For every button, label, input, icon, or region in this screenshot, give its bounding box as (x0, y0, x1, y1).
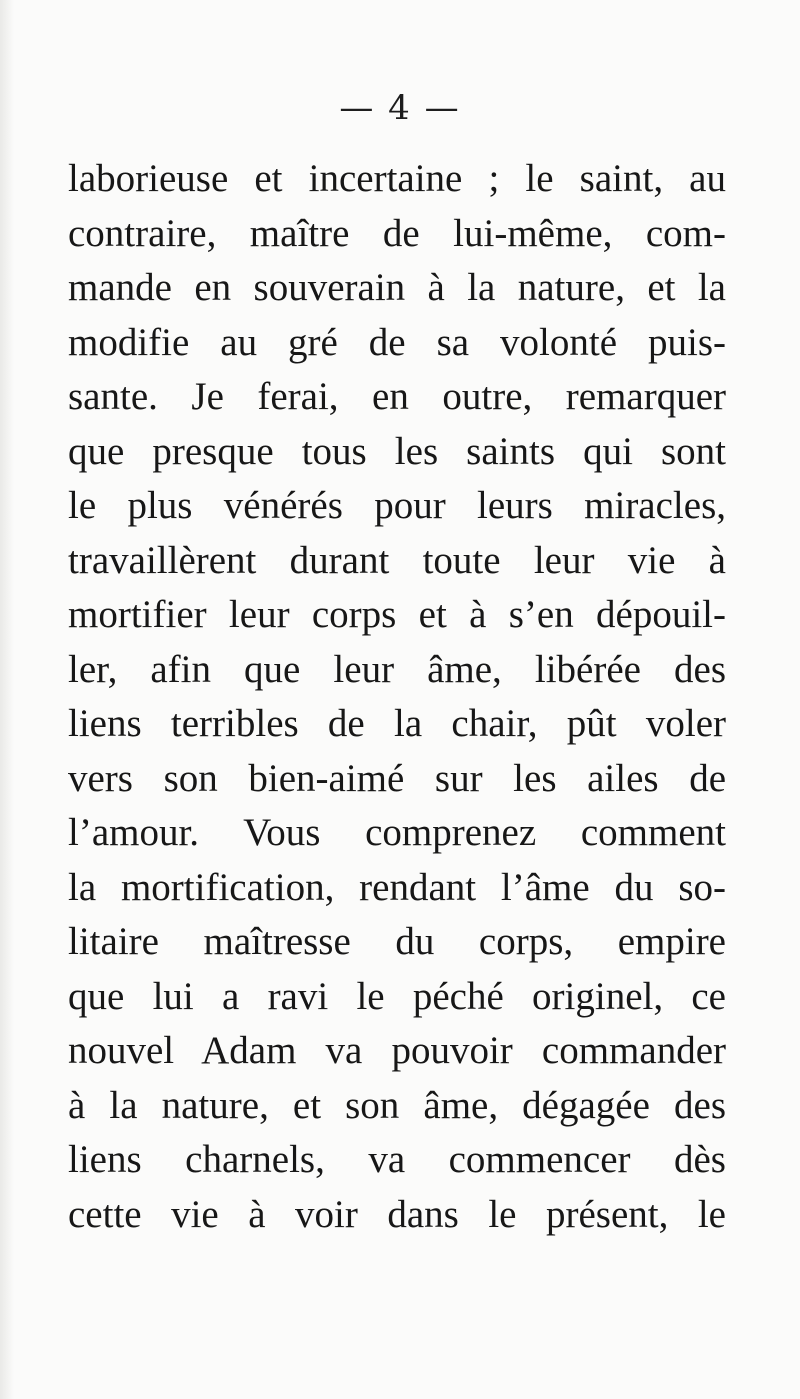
page-edge-shadow (0, 0, 14, 1399)
text-line: liens charnels, va commencer dès (68, 1138, 726, 1181)
text-line: laborieuse et incertaine ; le saint, au (68, 157, 726, 200)
text-line: vers son bien-aimé sur les ailes de (68, 756, 726, 800)
text-line: mortifier leur corps et à s’en dépouil- (68, 593, 726, 636)
text-line: contraire, maître de lui-même, com- (68, 211, 726, 255)
text-line: le plus vénérés pour leurs miracles, (68, 484, 726, 527)
text-line: litaire maîtresse du corps, empire (68, 920, 726, 963)
text-line: l’amour. Vous comprenez comment (68, 811, 726, 854)
text-line: la mortification, rendant l’âme du so- (68, 865, 726, 909)
text-line: que presque tous les saints qui sont (68, 429, 726, 473)
text-line: travaillèrent durant toute leur vie à (68, 538, 726, 582)
page-number: — 4 — (339, 88, 461, 128)
text-line: cette vie à voir dans le présent, le (68, 1192, 726, 1236)
text-line: sante. Je ferai, en outre, remarquer (68, 375, 726, 418)
text-line: nouvel Adam va pouvoir commander (68, 1029, 726, 1072)
text-line: que lui a ravi le péché originel, ce (68, 974, 726, 1018)
body-text (68, 152, 726, 1242)
text-line: ler, afin que leur âme, libérée des (68, 647, 726, 691)
text-line: à la nature, et son âme, dégagée des (68, 1083, 726, 1127)
text-line: modifie au gré de sa volonté puis- (68, 320, 726, 364)
text-line: mande en souverain à la nature, et la (68, 266, 726, 309)
text-line: liens terribles de la chair, pût voler (68, 702, 726, 745)
